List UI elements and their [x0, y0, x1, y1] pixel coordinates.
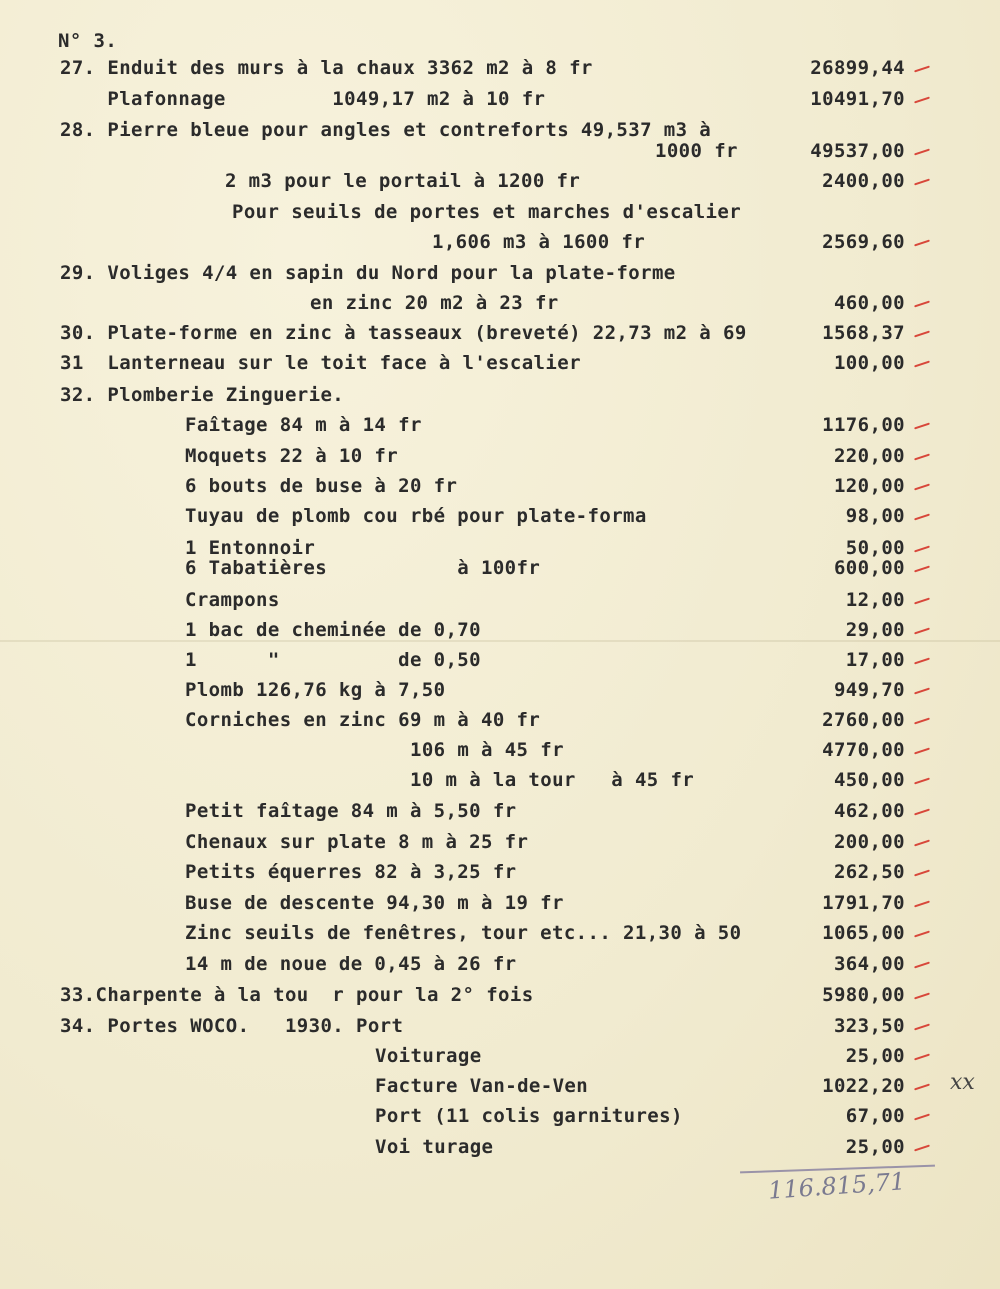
line-description: Chenaux sur plate 8 m à 25 fr [185, 831, 529, 853]
line-amount: 29,00 [845, 619, 905, 641]
check-mark [914, 331, 930, 338]
line-description: Zinc seuils de fenêtres, tour etc... 21,30 à 50 [185, 922, 742, 944]
line-amount: 220,00 [833, 445, 905, 467]
check-mark [914, 1114, 930, 1121]
line-amount: 100,00 [833, 352, 905, 374]
line-description: Petit faîtage 84 m à 5,50 fr [185, 800, 517, 822]
line-amount: 1022,20 [822, 1075, 905, 1097]
line-description: Faîtage 84 m à 14 fr [185, 414, 422, 436]
line-description: 1000 fr [655, 140, 738, 162]
check-mark [914, 1054, 930, 1061]
check-mark [914, 931, 930, 938]
handwritten-total: 116.815,71 [767, 1167, 907, 1205]
line-amount: 49537,00 [810, 140, 905, 162]
check-mark [914, 809, 930, 816]
line-description: 106 m à 45 fr [410, 739, 564, 761]
line-description: 10 m à la tour à 45 fr [410, 769, 695, 791]
check-mark [914, 1024, 930, 1031]
check-mark [914, 97, 930, 104]
line-amount: 50,00 [845, 537, 905, 559]
check-mark [914, 566, 930, 573]
line-amount: 2569,60 [822, 231, 905, 253]
page-number: N° 3. [58, 30, 118, 52]
line-description: 30. Plate-forme en zinc à tasseaux (breveté) 22,73 m2 à 69 [60, 322, 747, 344]
check-mark [914, 993, 930, 1000]
line-amount: 600,00 [833, 557, 905, 579]
line-description: 6 bouts de buse à 20 fr [185, 475, 458, 497]
line-description: 28. Pierre bleue pour angles et contreforts 49,537 m3 à [60, 119, 712, 141]
check-mark [914, 628, 930, 635]
line-description: Plomb 126,76 kg à 7,50 [185, 679, 446, 701]
line-description: 14 m de noue de 0,45 à 26 fr [185, 953, 517, 975]
check-mark [914, 1145, 930, 1152]
check-mark [914, 901, 930, 908]
line-description: 29. Voliges 4/4 en sapin du Nord pour la plate-forme [60, 262, 676, 284]
line-description: 1 bac de cheminée de 0,70 [185, 619, 481, 641]
line-description: Voi turage [375, 1136, 494, 1158]
check-mark [914, 361, 930, 368]
line-description: Moquets 22 à 10 fr [185, 445, 399, 467]
check-mark [914, 1084, 930, 1091]
line-description: Port (11 colis garnitures) [375, 1105, 683, 1127]
line-amount: 323,50 [833, 1015, 905, 1037]
check-mark [914, 870, 930, 877]
check-mark [914, 179, 930, 186]
line-amount: 2760,00 [822, 709, 905, 731]
line-description: 31 Lanterneau sur le toit face à l'escalier [60, 352, 581, 374]
check-mark [914, 778, 930, 785]
line-description: en zinc 20 m2 à 23 fr [310, 292, 559, 314]
line-amount: 949,70 [833, 679, 905, 701]
check-mark [914, 454, 930, 461]
line-amount: 262,50 [833, 861, 905, 883]
check-mark [914, 658, 930, 665]
line-amount: 200,00 [833, 831, 905, 853]
line-description: 32. Plomberie Zinguerie. [60, 384, 345, 406]
line-description: 6 Tabatières à 100fr [185, 557, 541, 579]
check-mark [914, 962, 930, 969]
check-mark [914, 423, 930, 430]
line-description: Buse de descente 94,30 m à 19 fr [185, 892, 564, 914]
line-amount: 67,00 [845, 1105, 905, 1127]
check-mark [914, 514, 930, 521]
line-amount: 450,00 [833, 769, 905, 791]
check-mark [914, 66, 930, 73]
line-amount: 1065,00 [822, 922, 905, 944]
check-mark [914, 301, 930, 308]
line-amount: 5980,00 [822, 984, 905, 1006]
line-description: Corniches en zinc 69 m à 40 fr [185, 709, 541, 731]
line-description: 1 Entonnoir [185, 537, 316, 559]
check-mark [914, 149, 930, 156]
line-amount: 98,00 [845, 505, 905, 527]
check-mark [914, 598, 930, 605]
check-mark [914, 748, 930, 755]
line-amount: 17,00 [845, 649, 905, 671]
line-description: 1 " de 0,50 [185, 649, 481, 671]
check-mark [914, 484, 930, 491]
line-amount: 12,00 [845, 589, 905, 611]
line-description: 2 m3 pour le portail à 1200 fr [225, 170, 581, 192]
line-description: Pour seuils de portes et marches d'escalier [232, 201, 742, 223]
margin-note: xx [950, 1070, 975, 1095]
line-amount: 1176,00 [822, 414, 905, 436]
line-description: Plafonnage 1049,17 m2 à 10 fr [60, 88, 546, 110]
line-amount: 2400,00 [822, 170, 905, 192]
line-description: 33.Charpente à la tou r pour la 2° fois [60, 984, 534, 1006]
line-amount: 364,00 [833, 953, 905, 975]
line-description: 27. Enduit des murs à la chaux 3362 m2 à 8 fr [60, 57, 593, 79]
line-amount: 1568,37 [822, 322, 905, 344]
line-amount: 1791,70 [822, 892, 905, 914]
line-description: Crampons [185, 589, 280, 611]
line-description: 34. Portes WOCO. 1930. Port [60, 1015, 404, 1037]
line-amount: 120,00 [833, 475, 905, 497]
check-mark [914, 546, 930, 553]
line-description: Voiturage [375, 1045, 482, 1067]
line-amount: 462,00 [833, 800, 905, 822]
line-amount: 26899,44 [810, 57, 905, 79]
line-amount: 25,00 [845, 1136, 905, 1158]
line-description: Tuyau de plomb cou rbé pour plate-forma [185, 505, 647, 527]
check-mark [914, 240, 930, 247]
check-mark [914, 688, 930, 695]
line-description: Petits équerres 82 à 3,25 fr [185, 861, 517, 883]
check-mark [914, 718, 930, 725]
line-description: Facture Van-de-Ven [375, 1075, 589, 1097]
check-mark [914, 840, 930, 847]
line-amount: 460,00 [833, 292, 905, 314]
line-amount: 4770,00 [822, 739, 905, 761]
line-amount: 25,00 [845, 1045, 905, 1067]
line-description: 1,606 m3 à 1600 fr [432, 231, 646, 253]
line-amount: 10491,70 [810, 88, 905, 110]
